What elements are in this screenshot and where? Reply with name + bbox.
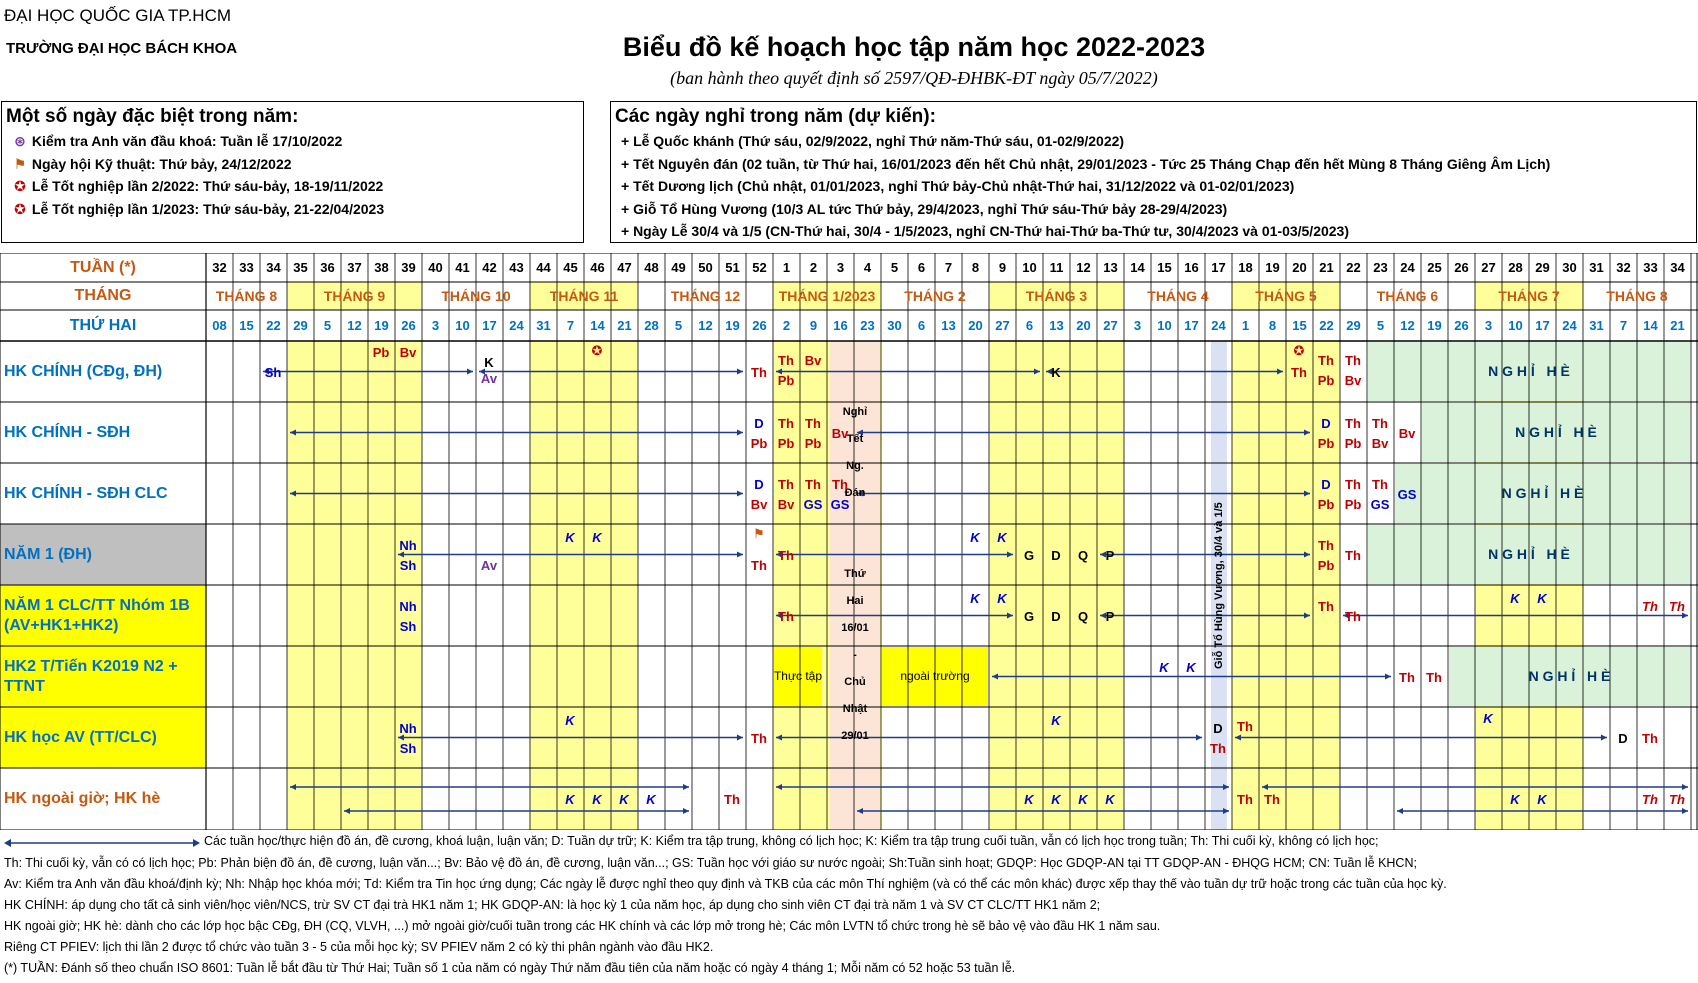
schedule-code: K — [1186, 660, 1196, 675]
month-label: THÁNG 12 — [670, 288, 741, 304]
week-number: 31 — [1589, 260, 1604, 275]
monday-date: 5 — [1376, 318, 1385, 333]
program-label: HK CHÍNH - SĐH — [4, 423, 131, 441]
week-number: 29 — [1535, 260, 1550, 275]
monday-date: 15 — [1292, 318, 1307, 333]
monday-date: 22 — [1319, 318, 1334, 333]
legend — [0, 830, 1698, 983]
schedule-code: K — [997, 530, 1007, 545]
monday-date: 3 — [1133, 318, 1142, 333]
schedule-code: Th — [724, 792, 740, 807]
schedule-code: GS — [1397, 487, 1417, 502]
week-number: 36 — [320, 260, 335, 275]
schedule-code: K — [1510, 591, 1520, 606]
monday-date: 6 — [917, 318, 926, 333]
schedule-code: Av — [480, 371, 498, 386]
special-day-item — [2, 175, 583, 198]
schedule-code: D — [1051, 548, 1061, 563]
week-number: 32 — [212, 260, 227, 275]
tet-text — [830, 536, 880, 558]
tet-text: Chủ — [844, 676, 866, 688]
schedule-code: Pb — [777, 373, 795, 388]
schedule-code: K — [565, 713, 575, 728]
schedule-code: D — [1618, 731, 1628, 746]
monday-date: 12 — [1400, 318, 1415, 333]
monday-date: 19 — [1427, 318, 1442, 333]
hung-vuong-label: Giỗ Tổ Hùng Vương, 30/4 và 1/5 — [1213, 502, 1225, 670]
schedule-code: D — [1321, 477, 1331, 492]
tet-text: Ng. — [846, 460, 864, 472]
week-number: 34 — [1670, 260, 1685, 275]
monday-date: 13 — [1049, 318, 1064, 333]
english-test-icon: ⊛ — [14, 133, 26, 149]
monday-date: 28 — [644, 318, 659, 333]
schedule-code: Bv — [750, 497, 768, 512]
monday-date: 10 — [1508, 318, 1523, 333]
schedule-code: Th — [1291, 365, 1307, 380]
week-number: 9 — [998, 260, 1007, 275]
week-number: 50 — [698, 260, 713, 275]
week-number: 35 — [293, 260, 308, 275]
week-number: 19 — [1265, 260, 1280, 275]
schedule-code: Th — [805, 477, 821, 492]
special-day-text: Kiểm tra Anh văn đầu khoá: Tuần lễ 17/10/2022 — [28, 133, 343, 149]
week-number: 20 — [1292, 260, 1307, 275]
monday-date: 9 — [809, 318, 818, 333]
month-label: THÁNG 9 — [323, 288, 386, 304]
summer-label: N G H Ỉ H È — [1488, 363, 1570, 379]
week-number: 47 — [617, 260, 632, 275]
row-label-monday: THỨ HAI — [69, 317, 137, 334]
monday-date: 20 — [968, 318, 983, 333]
graduation-icon: ✪ — [14, 178, 26, 194]
schedule-code: Th — [778, 477, 794, 492]
schedule-code: Pb — [1344, 436, 1362, 451]
week-number: 12 — [1076, 260, 1091, 275]
week-number: 46 — [590, 260, 605, 275]
month-label: THÁNG 4 — [1147, 288, 1209, 304]
monday-date: 23 — [860, 318, 875, 333]
schedule-code: K — [970, 591, 980, 606]
schedule-code: K — [1537, 792, 1547, 807]
schedule-code: Th — [1426, 670, 1442, 685]
schedule-code: Th — [1210, 741, 1226, 756]
holiday-item: + Ngày Lễ 30/4 và 1/5 (CN-Thứ hai, 30/4 - 1/5/2023, nghỉ CN-Thứ hai-Thứ ba-Thứ tư, 30/4/2023 và 01-03/5/2023) — [621, 223, 1350, 239]
monday-date: 17 — [482, 318, 497, 333]
monday-date: 22 — [266, 318, 281, 333]
schedule-code: Bv — [1344, 373, 1362, 388]
schedule-code: K — [565, 792, 575, 807]
tet-text: 29/01 — [841, 730, 869, 742]
holiday-item: + Tết Dương lịch (Chủ nhật, 01/01/2023, nghỉ Thứ bảy-Chủ nhật-Thứ hai, 31/12/2022 và 01-02/01/2023) — [621, 178, 1295, 194]
monday-date: 30 — [887, 318, 902, 333]
schedule-code: K — [1051, 713, 1061, 728]
schedule-code: Th — [1642, 731, 1658, 746]
schedule-code: GS — [803, 497, 823, 512]
schedule-code: Th — [832, 477, 848, 492]
schedule-code: Bv — [399, 345, 417, 360]
flag-icon: ⚑ — [753, 526, 765, 541]
monday-date: 14 — [1643, 318, 1658, 333]
monday-date: 24 — [1211, 318, 1226, 333]
legend-line: Th: Thi cuối kỳ, vẫn có có lịch học; Pb: Phản biện đồ án, đề cương, luận văn...; Bv: Bảo vệ đồ án, đề cương, luận văn...; GS: Tuần học với giáo sư nước ngoài; Sh:Tuần sinh hoạt; GDQP: Học GDQP-AN tại TT GDQP-AN - ĐHQG HCM; CN: Tuần lễ KHCN; — [4, 856, 1417, 870]
schedule-code: Th — [751, 731, 767, 746]
program-label: NĂM 1 CLC/TT Nhóm 1B (AV+HK1+HK2) — [4, 596, 190, 634]
schedule-code: Th — [1345, 477, 1361, 492]
schedule-code: D — [754, 477, 764, 492]
schedule-code: K — [1105, 792, 1115, 807]
monday-date: 13 — [941, 318, 956, 333]
month-label: THÁNG 6 — [1376, 288, 1439, 304]
schedule-code: Th — [778, 353, 794, 368]
week-number: 16 — [1184, 260, 1199, 275]
special-days-panel — [1, 101, 584, 243]
monday-date: 24 — [1562, 318, 1577, 333]
schedule-code: K — [1510, 792, 1520, 807]
schedule-code: Bv — [1371, 436, 1389, 451]
monday-date: 3 — [1484, 318, 1493, 333]
week-number: 18 — [1238, 260, 1253, 275]
month-label: THÁNG 2 — [904, 288, 966, 304]
schedule-code: K — [1078, 792, 1088, 807]
week-number: 49 — [671, 260, 686, 275]
schedule-code: Pb — [804, 436, 822, 451]
week-number: 3 — [836, 260, 845, 275]
week-number: 48 — [644, 260, 659, 275]
monday-date: 7 — [1619, 318, 1628, 333]
schedule-code: Th — [1372, 477, 1388, 492]
outside-label: ngoài trường — [900, 669, 970, 683]
week-number: 7 — [944, 260, 953, 275]
schedule-code: Pb — [1317, 436, 1335, 451]
monday-date: 24 — [509, 318, 524, 333]
special-day-text: Lễ Tốt nghiệp lần 2/2022: Thứ sáu-bảy, 18-19/11/2022 — [28, 178, 384, 194]
legend-line: HK CHÍNH: áp dụng cho tất cả sinh viên/học viên/NCS, trừ SV CT đại trà HK1 năm 1; HK GDQP-AN: là học kỳ 1 của năm học, áp dụng cho sinh viên CT đại trà năm 1 và SV CT CLC/TT HK1 năm 2; — [4, 898, 1101, 912]
university-name: ĐẠI HỌC QUỐC GIA TP.HCM — [4, 6, 232, 25]
program-label: HK ngoài giờ; HK hè — [4, 790, 161, 807]
summer-label: N G H Ỉ H È — [1488, 546, 1570, 562]
schedule-code: K — [970, 530, 980, 545]
row-label-week: TUẦN (*) — [70, 259, 136, 276]
monday-date: 29 — [293, 318, 308, 333]
monday-date: 27 — [1103, 318, 1118, 333]
schedule-code: Th — [778, 416, 794, 431]
week-number: 15 — [1157, 260, 1172, 275]
week-number: 26 — [1454, 260, 1469, 275]
schedule-code: Th — [1264, 792, 1280, 807]
schedule-code: G — [1023, 548, 1035, 563]
schedule-code: Pb — [372, 345, 390, 360]
schedule-code: D — [754, 416, 764, 431]
holidays-title: Các ngày nghỉ trong năm (dự kiến): — [615, 106, 936, 127]
graduation-icon: ✪ — [1293, 343, 1305, 358]
week-number: 5 — [890, 260, 899, 275]
schedule-code: K — [1483, 711, 1493, 726]
week-number: 27 — [1481, 260, 1496, 275]
monday-date: 5 — [674, 318, 683, 333]
schedule-code: Bv — [1398, 426, 1416, 441]
schedule-code: K — [1051, 792, 1061, 807]
legend-line: HK ngoài giờ; HK hè: dành cho các lớp học bậc CĐg, ĐH (CQ, VLVH, ...) mở ngoài giờ/cuối tuần trong các HK chính và các lớp mở trong hè; Các môn LVTN tổ chức trong hè sẽ bảo vệ vào đầu HK 1 năm sau. — [4, 919, 1161, 933]
schedule-code: K — [592, 530, 602, 545]
schedule-code: Th — [1669, 792, 1685, 807]
week-number: 4 — [863, 260, 872, 275]
week-number: 32 — [1616, 260, 1631, 275]
schedule-code: D — [1321, 416, 1331, 431]
summer-label: N G H Ỉ H È — [1501, 485, 1584, 501]
week-number: 8 — [971, 260, 980, 275]
month-label: THÁNG 11 — [549, 288, 619, 304]
school-name: TRƯỜNG ĐẠI HỌC BÁCH KHOA — [6, 40, 238, 57]
holiday-item: + Tết Nguyên đán (02 tuần, từ Thứ hai, 16/01/2023 đến hết Chủ nhật, 29/01/2023 - Tức 25 Tháng Chạp đến hết Mùng 8 Tháng Giêng Âm Lịch) — [621, 155, 1551, 172]
summer-label: N G H Ỉ H È — [1528, 668, 1611, 684]
monday-date: 26 — [1454, 318, 1469, 333]
legend-arrow-icon — [2, 836, 202, 850]
schedule-code: K — [646, 792, 656, 807]
schedule-code: K — [484, 355, 494, 370]
schedule-code: GS — [830, 497, 850, 512]
tet-text: Thứ — [844, 568, 866, 580]
schedule-code: Th — [1372, 416, 1388, 431]
schedule-code: Th — [1345, 353, 1361, 368]
week-number: 52 — [752, 260, 767, 275]
legend-line: Riêng CT PFIEV: lịch thi lần 2 được tổ chức vào tuần 3 - 5 của mỗi học kỳ; SV PFIEV năm 2 có kỳ thi phân ngành vào đầu HK2. — [4, 940, 714, 954]
schedule-code: Sh — [264, 365, 282, 380]
monday-date: 26 — [401, 318, 416, 333]
week-number: 13 — [1103, 260, 1118, 275]
schedule-code: D — [1213, 721, 1223, 736]
special-day-item — [2, 153, 583, 176]
schedule-code: GS — [1370, 497, 1390, 512]
schedule-code: Pb — [1317, 373, 1335, 388]
schedule-code: Th — [1318, 538, 1334, 553]
monday-date: 1 — [1241, 318, 1250, 333]
monday-date: 6 — [1025, 318, 1034, 333]
schedule-code: K — [565, 530, 575, 545]
schedule-code: Pb — [1317, 497, 1335, 512]
schedule-code: Th — [1318, 599, 1334, 614]
schedule-code: Av — [480, 558, 498, 573]
internship-label: Thực tập — [773, 669, 823, 683]
week-number: 22 — [1346, 260, 1361, 275]
special-day-text: Ngày hội Kỹ thuật: Thứ bảy, 24/12/2022 — [28, 155, 292, 172]
schedule-code: Pb — [750, 436, 768, 451]
monday-date: 7 — [566, 318, 575, 333]
schedule-code: Nh — [399, 538, 417, 553]
schedule-code: Pb — [777, 436, 795, 451]
month-label: THÁNG 3 — [1025, 288, 1088, 304]
schedule-code: Th — [1399, 670, 1415, 685]
schedule-code: Th — [1237, 792, 1253, 807]
week-number: 24 — [1400, 260, 1415, 275]
month-label: THÁNG 5 — [1255, 288, 1317, 304]
schedule-code: Th — [778, 609, 794, 624]
schedule-code: P — [1105, 609, 1115, 624]
monday-date: 14 — [590, 318, 605, 333]
schedule-code: Sh — [399, 619, 417, 634]
graduation-icon: ✪ — [14, 200, 26, 217]
schedule-code: K — [592, 792, 602, 807]
week-number: 23 — [1373, 260, 1388, 275]
week-number: 33 — [1643, 260, 1658, 275]
schedule-code: Th — [1345, 548, 1361, 563]
schedule-code: Th — [1345, 416, 1361, 431]
week-number: 21 — [1319, 260, 1334, 275]
schedule-code: Pb — [1317, 558, 1335, 573]
schedule-code: Th — [751, 558, 767, 573]
schedule-code: Sh — [399, 741, 417, 756]
week-number: 28 — [1508, 260, 1523, 275]
special-days-title: Một số ngày đặc biệt trong năm: — [6, 106, 299, 127]
schedule-code: K — [997, 591, 1007, 606]
tet-text: Tết — [846, 433, 864, 445]
week-number: 2 — [809, 260, 818, 275]
week-number: 37 — [347, 260, 362, 275]
month-label: THÁNG 10 — [441, 288, 511, 304]
schedule-code: Q — [1077, 548, 1089, 563]
special-day-text: Lễ Tốt nghiệp lần 1/2023: Thứ sáu-bảy, 21-22/04/2023 — [28, 200, 385, 217]
schedule-code: Th — [1237, 719, 1253, 734]
special-day-item — [2, 130, 583, 153]
monday-date: 10 — [455, 318, 470, 333]
monday-date: 3 — [431, 318, 440, 333]
week-number: 40 — [428, 260, 443, 275]
schedule-code: K — [1024, 792, 1034, 807]
monday-date: 20 — [1076, 318, 1091, 333]
week-number: 6 — [917, 260, 926, 275]
month-label: THÁNG 1/2023 — [778, 288, 876, 304]
flag-icon: ⚑ — [13, 155, 27, 172]
monday-date: 27 — [995, 318, 1010, 333]
page-title: Biểu đồ kế hoạch học tập năm học 2022-2023 — [622, 32, 1206, 62]
schedule-code: Th — [778, 548, 794, 563]
month-label: THÁNG 7 — [1498, 288, 1560, 304]
monday-date: 26 — [752, 318, 767, 333]
week-number: 14 — [1130, 260, 1145, 275]
monday-date: 29 — [1346, 318, 1361, 333]
legend-line: Av: Kiểm tra Anh văn đầu khoá/định kỳ; Nh: Nhập học khóa mới; Td: Kiểm tra Tin học ứng dụng; Các ngày lễ được nghỉ theo quy định và TKB của các môn Thí nghiệm (và có thể các môn khác) được xếp thay thế vào tuần dự trữ hoặc trong các tuần của học kỳ. — [4, 877, 1447, 891]
schedule-code: K — [1159, 660, 1169, 675]
week-number: 25 — [1427, 260, 1442, 275]
monday-date: 31 — [1589, 318, 1604, 333]
monday-date: 19 — [374, 318, 389, 333]
monday-date: 12 — [347, 318, 362, 333]
schedule-code: Th — [1318, 353, 1334, 368]
week-number: 45 — [563, 260, 578, 275]
tet-text: 16/01 — [841, 622, 869, 634]
schedule-code: Sh — [399, 558, 417, 573]
schedule-code: D — [1051, 609, 1061, 624]
week-number: 17 — [1211, 260, 1226, 275]
week-number: 34 — [266, 260, 281, 275]
program-label: NĂM 1 (ĐH) — [4, 545, 92, 563]
monday-date: 15 — [239, 318, 254, 333]
schedule-code: Pb — [1344, 497, 1362, 512]
week-number: 41 — [455, 260, 470, 275]
legend-line: (*) TUẦN: Đánh số theo chuẩn ISO 8601: Tuần lễ bắt đầu từ Thứ Hai; Tuần số 1 của năm có ngày Thứ năm đầu tiên của năm hoặc có ngày 4 tháng 1; Mỗi năm có 52 hoặc 53 tuần lễ. — [4, 961, 1016, 975]
row-label-month: THÁNG — [74, 287, 132, 304]
week-number: 30 — [1562, 260, 1577, 275]
month-label: THÁNG 8 — [215, 288, 278, 304]
special-day-item — [2, 198, 583, 221]
holiday-item: + Lễ Quốc khánh (Thứ sáu, 02/9/2022, nghỉ Thứ năm-Thứ sáu, 01-02/9/2022) — [621, 133, 1125, 149]
month-label: THÁNG 8 — [1606, 288, 1668, 304]
program-label: HK học AV (TT/CLC) — [4, 728, 157, 746]
monday-date: 08 — [212, 318, 227, 333]
schedule-code: K — [1537, 591, 1547, 606]
schedule-code: Th — [1345, 609, 1361, 624]
week-number: 38 — [374, 260, 389, 275]
holiday-item: + Giỗ Tổ Hùng Vương (10/3 AL tức Thứ bảy, 29/4/2023, nghỉ Thứ sáu-Thứ bảy 28-29/4/2023) — [621, 200, 1228, 217]
monday-date: 19 — [725, 318, 740, 333]
week-number: 33 — [239, 260, 254, 275]
week-number: 44 — [536, 260, 551, 275]
monday-date: 17 — [1184, 318, 1199, 333]
monday-date: 17 — [1535, 318, 1550, 333]
monday-date: 21 — [617, 318, 632, 333]
tet-text: Đán — [844, 487, 866, 499]
legend-line: Các tuần học/thực hiện đồ án, đề cương, khoá luận, luận văn; D: Tuần dự trữ; K: Kiểm tra tập trung, không có lịch học; K: Kiểm tra tập trung cuối tuần, vẫn có lịch học trong tuần; Th: Thi cuối kỳ, không có lịch học; — [204, 834, 1379, 848]
program-label: HK CHÍNH (CĐg, ĐH) — [4, 362, 163, 380]
schedule-code: Th — [1669, 599, 1685, 614]
tet-text: Nhật — [842, 703, 868, 715]
program-label: HK2 T/Tiến K2019 N2 + TTNT — [4, 657, 178, 695]
holidays-panel — [610, 101, 1697, 243]
schedule-code: Nh — [399, 599, 417, 614]
week-number: 39 — [401, 260, 416, 275]
graduation-icon: ✪ — [591, 343, 603, 358]
schedule-table — [0, 253, 1698, 830]
schedule-code: Bv — [831, 426, 849, 441]
monday-date: 12 — [698, 318, 713, 333]
monday-date: 8 — [1268, 318, 1277, 333]
schedule-code: Th — [751, 365, 767, 380]
monday-date: 5 — [323, 318, 332, 333]
tet-text: Hai — [846, 595, 864, 607]
page-subtitle: (ban hành theo quyết định số 2597/QĐ-ĐHBK-ĐT ngày 05/7/2022) — [670, 68, 1158, 88]
schedule-code: Th — [1642, 792, 1658, 807]
schedule-code: G — [1023, 609, 1035, 624]
summer-label: N G H Ỉ H È — [1515, 424, 1597, 440]
schedule-code: Th — [1642, 599, 1658, 614]
monday-date: 31 — [536, 318, 551, 333]
schedule-code: Th — [805, 416, 821, 431]
schedule-code: P — [1105, 548, 1115, 563]
week-number: 51 — [725, 260, 740, 275]
schedule-code: Nh — [399, 721, 417, 736]
tet-text: - — [853, 649, 857, 661]
schedule-code: K — [1051, 365, 1061, 380]
monday-date: 10 — [1157, 318, 1172, 333]
week-number: 1 — [782, 260, 791, 275]
week-number: 11 — [1049, 260, 1064, 275]
tet-text: Nghỉ — [842, 406, 868, 418]
monday-date: 16 — [833, 318, 848, 333]
monday-date: 2 — [782, 318, 791, 333]
week-number: 10 — [1022, 260, 1037, 275]
schedule-code: K — [619, 792, 629, 807]
week-number: 42 — [482, 260, 497, 275]
program-label: HK CHÍNH - SĐH CLC — [4, 484, 168, 502]
week-number: 43 — [509, 260, 524, 275]
monday-date: 21 — [1670, 318, 1685, 333]
schedule-code: Q — [1077, 609, 1089, 624]
schedule-code: Bv — [804, 353, 822, 368]
schedule-code: Bv — [777, 497, 795, 512]
